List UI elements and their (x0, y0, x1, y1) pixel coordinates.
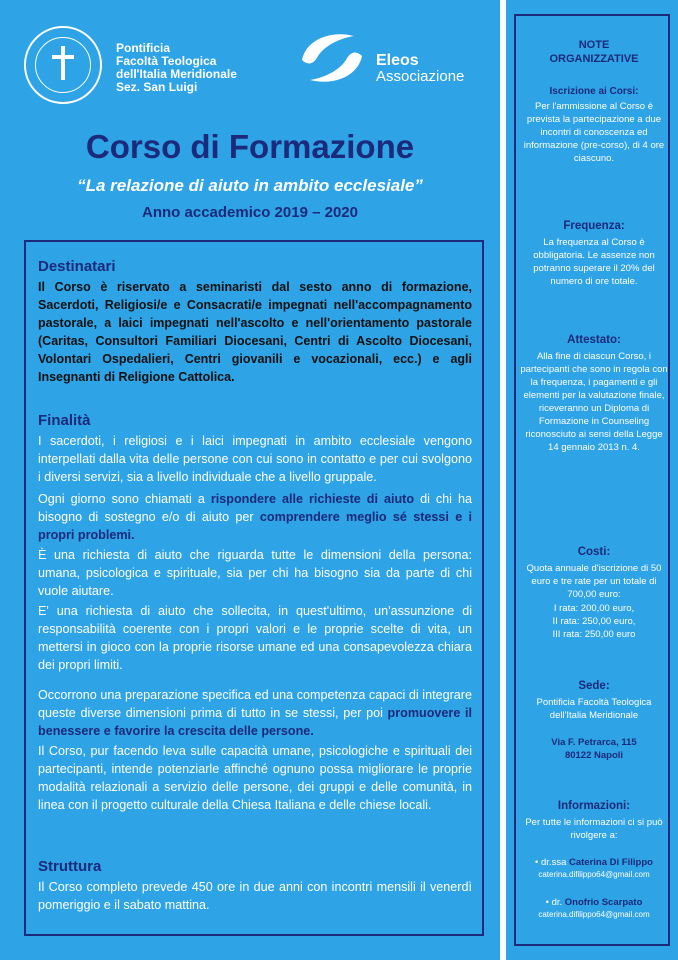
costi-rata-3: III rata: 250,00 euro (552, 629, 636, 640)
struttura-heading: Struttura (38, 858, 102, 875)
finalita-heading: Finalità (38, 412, 91, 429)
page-title: Corso di Formazione (85, 128, 415, 165)
association-name: Eleos (376, 52, 419, 69)
contact-2 (520, 896, 668, 920)
contact-1-email[interactable]: caterina.difilippo64@gmail.com (538, 870, 650, 879)
contact-2-email[interactable]: caterina.difilippo64@gmail.com (538, 910, 650, 919)
finalita-p2-b: rispondere alle richieste di aiuto (210, 492, 415, 506)
notes-column (506, 0, 678, 960)
costi-rata-1: I rata: 200,00 euro, (553, 603, 635, 614)
finalita-paragraph-1: I sacerdoti, i religiosi e i laici impegnati in ambito ecclesiale vengono interpellati dalla vita delle persone con cui sono in contatto e per cui svolgono i diversi servizi, sia a livello individuale che a livello gruppale. (38, 434, 472, 484)
finalita-p2-c: di chi ha bisogno di sostegno e/o di aiuto per (38, 492, 472, 524)
institution-line: Facoltà Teologica (116, 54, 217, 68)
contact-2-fullname: Onofrio Scarpato (564, 897, 643, 908)
notes-title-line: NOTE (578, 39, 610, 51)
contact-2-name (520, 896, 668, 909)
contact-1 (520, 856, 668, 880)
sede-text: Pontificia Facoltà Teologica dell'Italia Meridionale (536, 697, 652, 721)
cross-icon (52, 46, 74, 80)
notes-frame (514, 14, 670, 946)
academic-year: Anno accademico 2019 – 2020 (142, 204, 358, 221)
finalita-p5-a: Occorrono una preparazione specifica ed una competenza capaci di integrare queste diverse dimensioni prima di tutto in se stessi, per poi (38, 688, 472, 720)
finalita-paragraph-6: Il Corso, pur facendo leva sulle capacità umane, psicologiche e spirituali dei partecipanti, intende potenziarle affinché ognuno possa migliorare le proprie modalità relazionali a servizio delle persone, dei gruppi e delle comunità, in linea con il progetto culturale della Chiesa Italiana e delle chiese locali. (38, 744, 472, 812)
institution-line: Pontificia (116, 41, 171, 55)
notes-title-line: ORGANIZZATIVE (549, 53, 639, 65)
sede-address-2 (520, 749, 668, 762)
finalita-p5-b: promuovere il benessere e favorire la crescita delle persone. (38, 706, 472, 738)
struttura-text: Il Corso completo prevede 450 ore in due anni con incontri mensili il venerdì pomeriggio e il sabato mattina. (38, 880, 472, 912)
course-subtitle: “La relazione di aiuto in ambito ecclesiale” (77, 176, 423, 195)
finalita-p2-a: Ogni giorno sono chiamati a (38, 492, 211, 506)
sede-street: Via F. Petrarca, 115 (551, 737, 637, 748)
finalita-paragraph-4: E' una richiesta di aiuto che sollecita, in quest'ultimo, un'assunzione di responsabilità coerente con i propri valori e le proprie scelte di vita, un mettersi in gioco con la proprie risorse umane ed una consapevolezza chiara dei propri limiti. (38, 604, 472, 672)
costi-text: Quota annuale d'iscrizione di 50 euro e tre rate per un totale di 700,00 euro: (526, 563, 662, 600)
institution-name (116, 42, 237, 94)
institution-line: dell'Italia Meridionale (116, 67, 237, 81)
contact-1-name (520, 856, 668, 869)
frequenza-text: La frequenza al Corso è obbligatoria. Le assenze non potranno superare il 20% del numero di ore totale. (533, 237, 655, 287)
iscrizione-text: Per l'ammissione al Corso è prevista la partecipazione a due incontri di conoscenza ed informazione (pre-corso), di 4 ore ciascuno. (523, 101, 665, 164)
destinatari-heading: Destinatari (38, 258, 116, 275)
notes-title (516, 38, 672, 66)
finalita-paragraph-2 (38, 490, 472, 544)
contact-2-prefix: • dr. (545, 897, 565, 908)
contact-1-fullname: Caterina Di Filippo (569, 857, 653, 868)
sede-heading: Sede: (578, 680, 610, 692)
costi-rata-2: II rata: 250,00 euro, (552, 616, 636, 627)
frequenza-heading: Frequenza: (563, 220, 625, 232)
sede-address-1 (520, 736, 668, 749)
finalita-paragraph-5 (38, 686, 472, 740)
attestato-text: Alla fine di ciascun Corso, i partecipanti che sono in regola con la frequenza, i pagamenti e gli elementi per la valutazione finale, riceveranno un Diploma di Formazione in Counseling riconosciuto ai sensi della Legge 14 gennaio 2013 n. 4. (520, 351, 668, 453)
institution-line: Sez. San Luigi (116, 80, 198, 94)
finalita-paragraph-3: È una richiesta di aiuto che riguarda tutte le dimensioni della persona: umana, psicologica e spirituale, sia per chi ha bisogno sia da parte di chi vuole aiutare. (38, 548, 472, 598)
eleos-hands-logo (296, 26, 368, 90)
association-subtitle: Associazione (376, 68, 465, 85)
contact-1-prefix: • dr.ssa (535, 857, 569, 868)
informazioni-heading: Informazioni: (557, 800, 631, 812)
costi-heading: Costi: (577, 546, 611, 558)
finalita-p2-d: comprendere meglio sé stessi e i propri problemi. (38, 510, 472, 542)
destinatari-text: Il Corso è riservato a seminaristi dal sesto anno di formazione, Sacerdoti, Religiosi/e e Consacrati/e impegnati nell'accompagnamento pastorale, a laici impegnati nell'ascolto e nell'orientamento pastorale (Caritas, Consultori Familiari Diocesani, Centri di Ascolto Diocesani, Volontari Ospedalieri, Centri giovanili e vocazionali, ecc.) e agli Insegnanti di Religione Cattolica. (38, 280, 472, 384)
sede-city: 80122 Napoli (564, 750, 624, 761)
informazioni-text: Per tutte le informazioni ci si può rivolgere a: (525, 817, 663, 841)
faculty-seal-logo (24, 26, 102, 104)
attestato-heading: Attestato: (567, 334, 621, 346)
iscrizione-heading: Iscrizione ai Corsi: (549, 86, 639, 97)
